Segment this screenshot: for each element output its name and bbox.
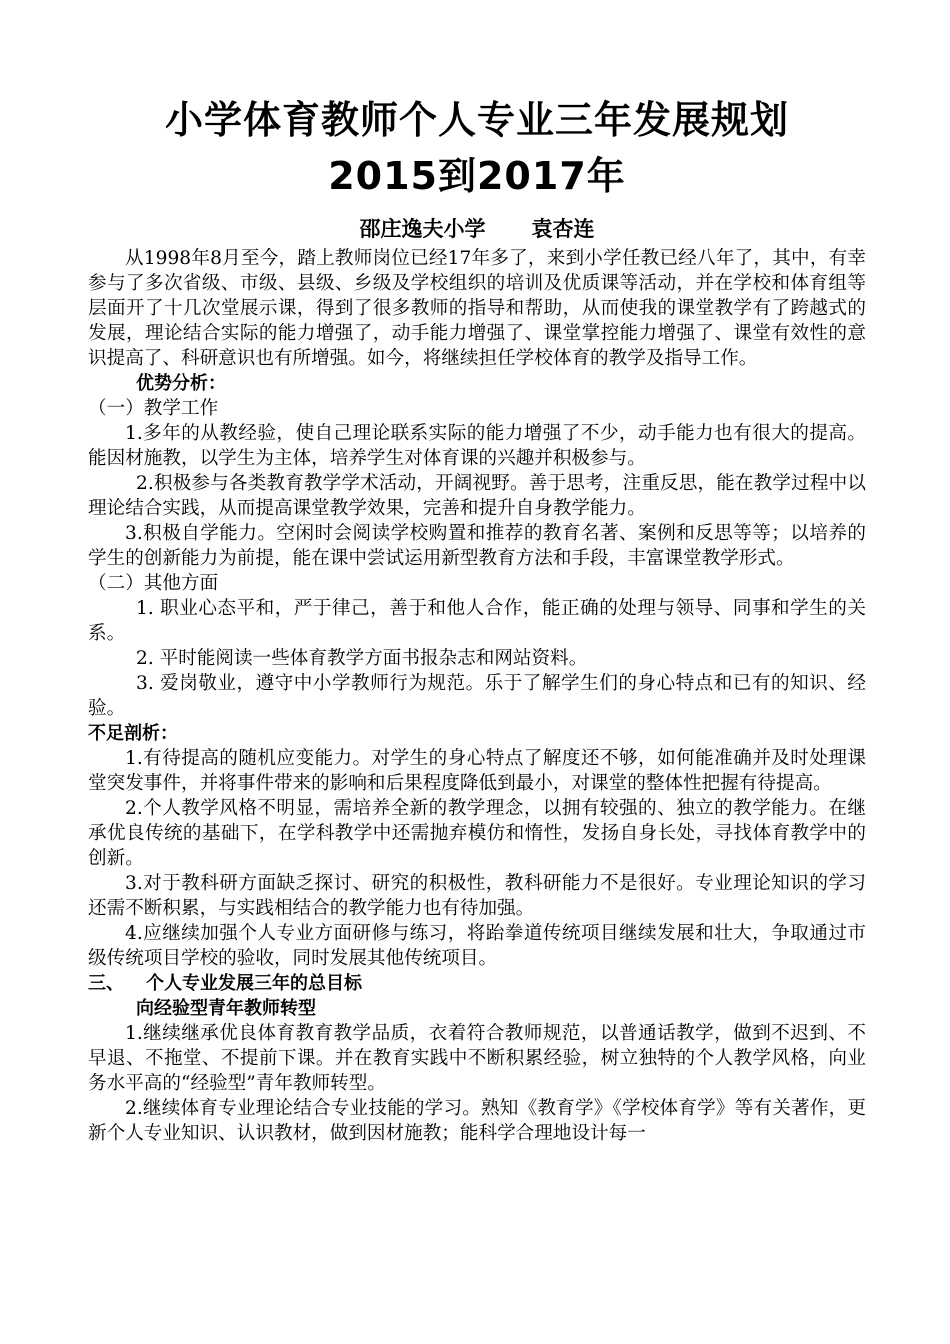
author-school: 邵庄逸夫小学 (359, 217, 486, 241)
strengths-heading: 优势分析： (136, 373, 226, 394)
other-heading: （二）其他方面 (88, 573, 219, 594)
document-title (88, 92, 866, 204)
author-line (88, 214, 866, 244)
teaching-item-1: 1.多年的从教经验，使自己理论联系实际的能力增强了不少，动手能力也有很大的提高。能因材施教，以学生为主体，培养学生对体育课的兴趣并积极参与。 (88, 423, 866, 469)
weakness-item-3: 3.对于教科研方面缺乏探讨、研究的积极性，教科研能力不是很好。专业理论知识的学习还需不断积累，与实践相结合的教学能力也有待加强。 (88, 873, 866, 919)
title-line-2: 2015到2017年 (328, 154, 626, 198)
author-name: 袁杏连 (531, 217, 595, 241)
document-page (88, 92, 866, 1146)
weakness-item-4: 4.应继续加强个人专业方面研修与练习，将跆拳道传统项目继续发展和壮大，争取通过市级传统项目学校的验收，同时发展其他传统项目。 (88, 923, 866, 969)
weaknesses-heading: 不足剖析： (88, 723, 178, 744)
teaching-item-3: 3.积极自学能力。空闲时会阅读学校购置和推荐的教育名著、案例和反思等等；以培养的学生的创新能力为前提，能在课中尝试运用新型教育方法和手段，丰富课堂教学形式。 (88, 523, 866, 569)
other-item-1: 1. 职业心态平和，严于律己，善于和他人合作，能正确的处理与领导、同事和学生的关系。 (88, 598, 866, 644)
other-item-2: 2. 平时能阅读一些体育教学方面书报杂志和网站资料。 (136, 648, 588, 669)
teaching-heading: （一）教学工作 (88, 398, 219, 419)
goals-number: 三、 (88, 973, 124, 994)
goal-item-1: 1.继续继承优良体育教育教学品质，衣着符合教师规范，以普通话教学，做到不迟到、不早退、不拖堂、不提前下课。并在教育实践中不断积累经验，树立独特的个人教学风格，向业务水平高的“经验型”青年教师转型。 (88, 1023, 866, 1094)
weakness-item-2: 2.个人教学风格不明显，需培养全新的教学理念，以拥有较强的、独立的教学能力。在继承优良传统的基础下，在学科教学中还需抛弃模仿和惰性，发扬自身长处，寻找体育教学中的创新。 (88, 798, 866, 869)
document-body (88, 246, 866, 1146)
goals-subheading: 向经验型青年教师转型 (136, 998, 316, 1019)
goal-item-2: 2.继续体育专业理论结合专业技能的学习。熟知《教育学》《学校体育学》等有关著作，更新个人专业知识、认识教材，做到因材施教；能科学合理地设计每一 (88, 1098, 866, 1144)
intro-paragraph: 从1998年8月至今，踏上教师岗位已经17年多了，来到小学任教已经八年了，其中，有幸参与了多次省级、市级、县级、乡级及学校组织的培训及优质课等活动，并在学校和体育组等层面开了十几次堂展示课，得到了很多教师的指导和帮助，从而使我的课堂教学有了跨越式的发展，理论结合实际的能力增强了，动手能力增强了、课堂掌控能力增强了、课堂有效性的意识提高了、科研意识也有所增强。如今，将继续担任学校体育的教学及指导工作。 (88, 248, 866, 369)
title-line-1: 小学体育教师个人专业三年发展规划 (164, 98, 789, 142)
goals-heading-text: 个人专业发展三年的总目标 (146, 973, 362, 994)
teaching-item-2: 2.积极参与各类教育教学学术活动，开阔视野。善于思考，注重反思，能在教学过程中以理论结合实践，从而提高课堂教学效果，完善和提升自身教学能力。 (88, 473, 866, 519)
goals-heading (88, 971, 866, 996)
weakness-item-1: 1.有待提高的随机应变能力。对学生的身心特点了解度还不够，如何能准确并及时处理课堂突发事件，并将事件带来的影响和后果程度降低到最小，对课堂的整体性把握有待提高。 (88, 748, 866, 794)
other-item-3: 3. 爱岗敬业，遵守中小学教师行为规范。乐于了解学生们的身心特点和已有的知识、经验。 (88, 673, 866, 719)
